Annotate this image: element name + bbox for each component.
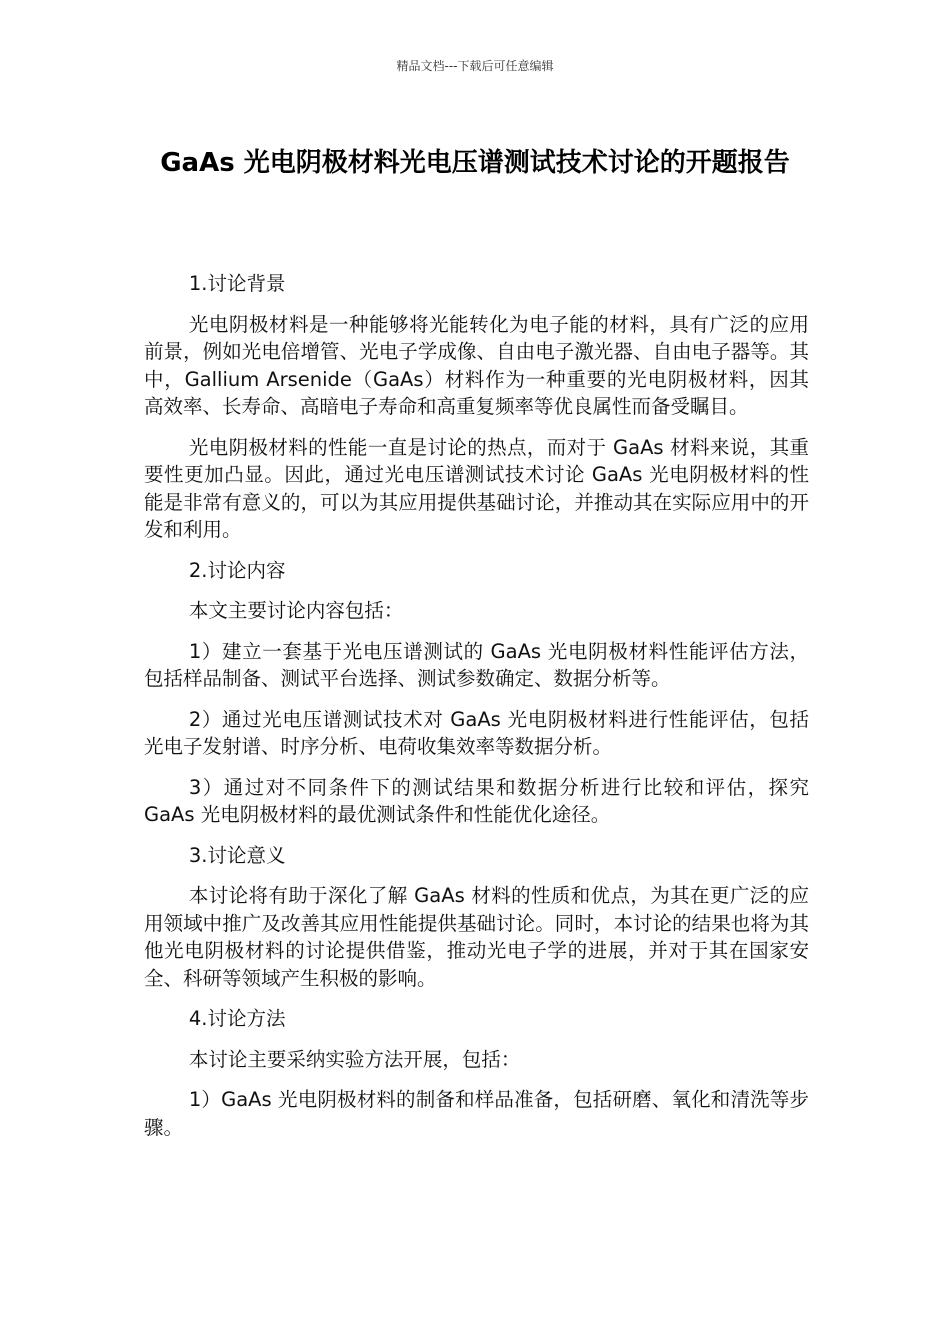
- list-item: 2）通过光电压谱测试技术对 GaAs 光电阴极材料进行性能评估，包括光电子发射谱、时序分析、电荷收集效率等数据分析。: [144, 707, 809, 758]
- list-item: 3）通过对不同条件下的测试结果和数据分析进行比较和评估，探究 GaAs 光电阴极材料的最优测试条件和性能优化途径。: [144, 775, 809, 826]
- section-heading-background: 1.讨论背景: [188, 272, 286, 295]
- section-heading-content: 2.讨论内容: [188, 558, 286, 582]
- paragraph: 本讨论将有助于深化了解 GaAs 材料的性质和优点，为其在更广泛的应用领域中推广及改善其应用性能提供基础讨论。同时，本讨论的结果也将为其他光电阴极材料的讨论提供借鉴，推动光电子学的进展，并对于其在国家安全、科研等领域产生积极的影响。: [144, 884, 809, 990]
- paragraph: 本文主要讨论内容包括：: [188, 599, 404, 622]
- paragraph: 光电阴极材料是一种能够将光能转化为电子能的材料，具有广泛的应用前景，例如光电倍增管、光电子学成像、自由电子激光器、自由电子器等。其中，Gallium Arsenide（GaAs）材料作为一种重要的光电阴极材料，因其高效率、长寿命、高暗电子寿命和高重复频率等优良属性而备受瞩目。: [144, 312, 809, 418]
- document-title: GaAs 光电阴极材料光电压谱测试技术讨论的开题报告: [160, 148, 790, 178]
- list-item: 1）建立一套基于光电压谱测试的 GaAs 光电阴极材料性能评估方法，包括样品制备、测试平台选择、测试参数确定、数据分析等。: [144, 639, 809, 690]
- paragraph: 光电阴极材料的性能一直是讨论的热点，而对于 GaAs 材料来说，其重要性更加凸显。因此，通过光电压谱测试技术讨论 GaAs 光电阴极材料的性能是非常有意义的，可以为其应用提供基础讨论，并推动其在实际应用中的开发和利用。: [144, 435, 809, 541]
- list-item: 1）GaAs 光电阴极材料的制备和样品准备，包括研磨、氧化和清洗等步骤。: [144, 1088, 809, 1139]
- page-header-watermark: 精品文档---下载后可任意编辑: [396, 59, 554, 73]
- document-body: [144, 270, 809, 1154]
- section-heading-method: 4.讨论方法: [188, 1007, 286, 1030]
- paragraph: 本讨论主要采纳实验方法开展，包括：: [188, 1047, 521, 1071]
- section-heading-significance: 3.讨论意义: [188, 843, 286, 867]
